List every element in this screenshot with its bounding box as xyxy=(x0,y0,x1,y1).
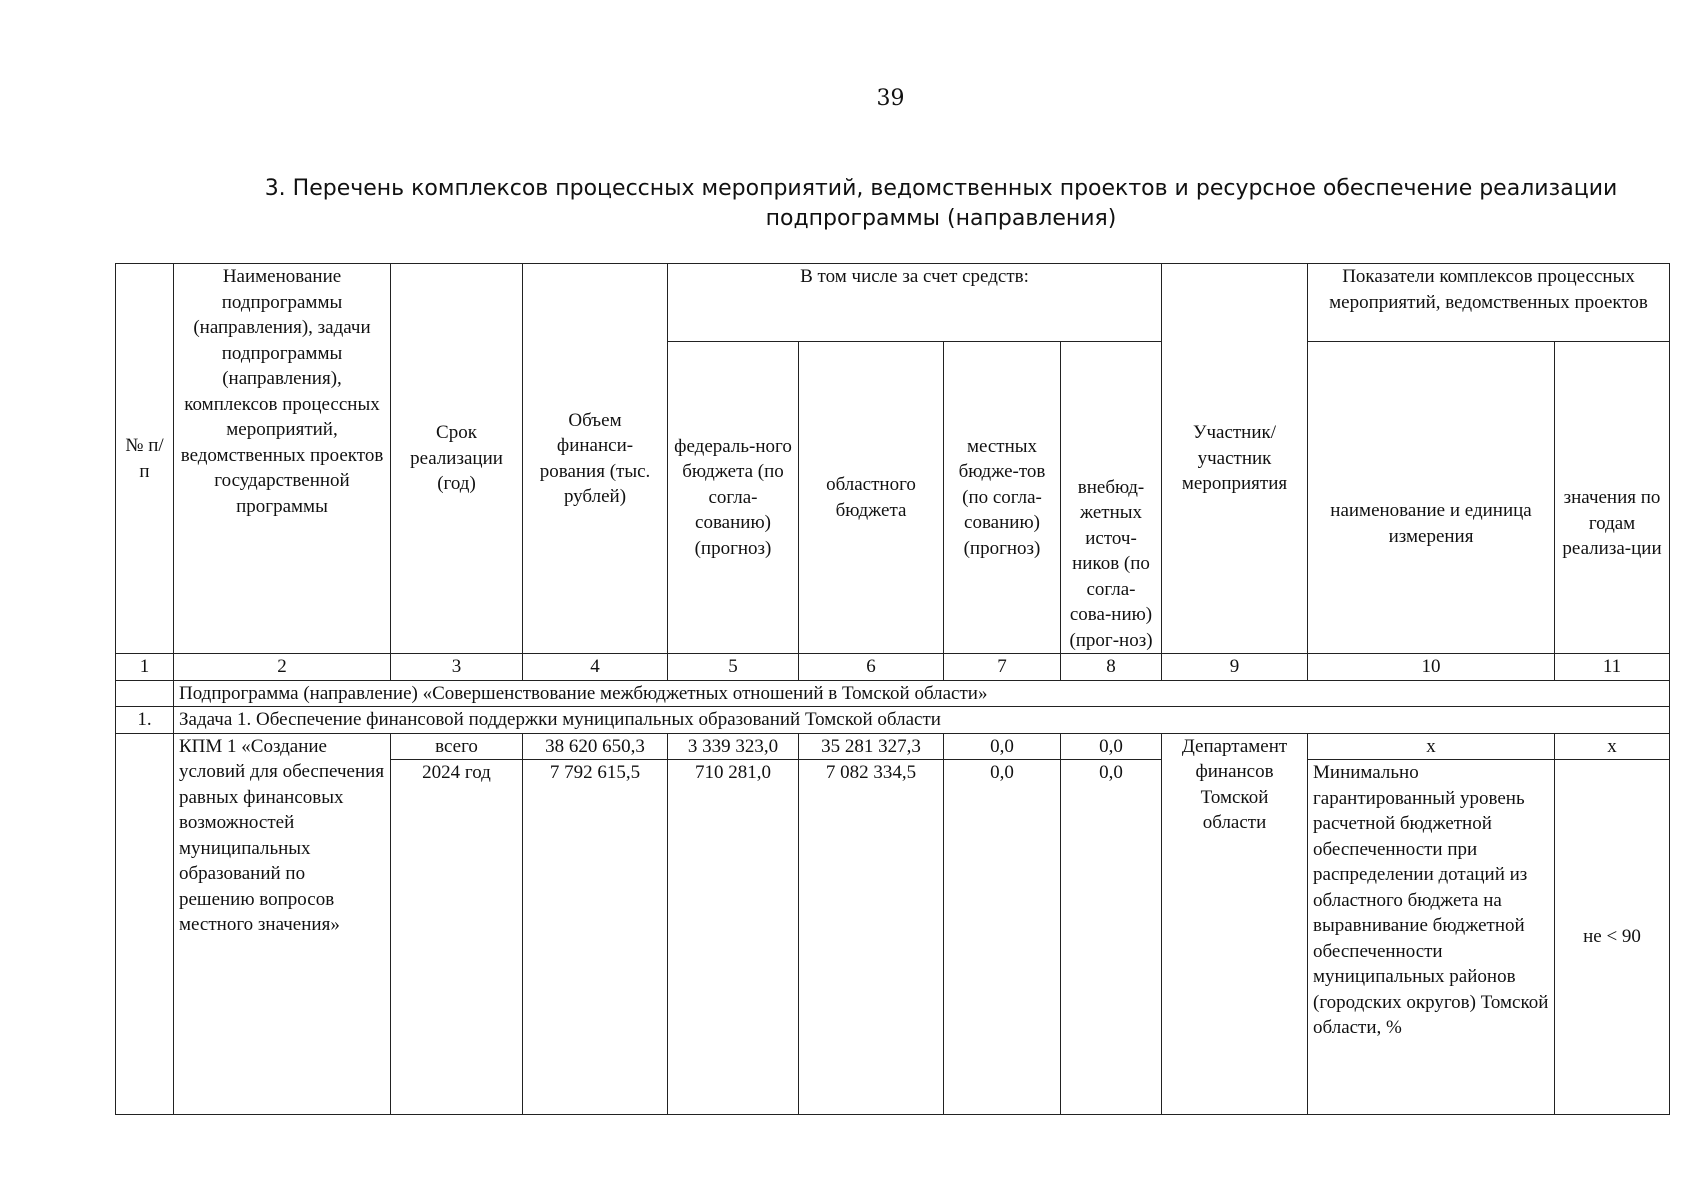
column-number-row xyxy=(116,654,1670,681)
column-number: 10 xyxy=(1308,654,1555,681)
header-term: Срок реализации (год) xyxy=(391,264,523,654)
header-indicator-values: значения по годам реализа-ции xyxy=(1555,342,1670,654)
kpm-2024-local: 0,0 xyxy=(944,760,1061,1115)
kpm-2024-term: 2024 год xyxy=(391,760,523,1115)
header-regional: областного бюджета xyxy=(799,342,944,654)
header-funds-group: В том числе за счет средств: xyxy=(668,264,1162,342)
column-number: 5 xyxy=(668,654,799,681)
kpm-total-indicator-value: х xyxy=(1555,733,1670,760)
header-name: Наименование подпрограммы (направления), задачи подпрограммы (направления), комплексов процессных мероприятий, ведомственных проектов государственной программы xyxy=(174,264,391,654)
column-number: 3 xyxy=(391,654,523,681)
kpm-total-extra: 0,0 xyxy=(1061,733,1162,760)
task-row xyxy=(116,707,1670,734)
header-volume: Объем финанси-рования (тыс. рублей) xyxy=(523,264,668,654)
kpm-2024-regional: 7 082 334,5 xyxy=(799,760,944,1115)
task-title: Задача 1. Обеспечение финансовой поддержки муниципальных образований Томской области xyxy=(174,707,1670,734)
header-row-1 xyxy=(116,264,1670,342)
document-title: 3. Перечень комплексов процессных мероприятий, ведомственных проектов и ресурсное обеспечение реализации подпрограммы (направления) xyxy=(264,176,1618,231)
kpm-2024-volume: 7 792 615,5 xyxy=(523,760,668,1115)
column-number: 8 xyxy=(1061,654,1162,681)
column-number: 2 xyxy=(174,654,391,681)
page-number: 39 xyxy=(876,86,905,111)
resource-table xyxy=(115,263,1670,1115)
kpm-2024-federal: 710 281,0 xyxy=(668,760,799,1115)
column-number: 11 xyxy=(1555,654,1670,681)
task-number: 1. xyxy=(116,707,174,734)
kpm-total-volume: 38 620 650,3 xyxy=(523,733,668,760)
subprogram-row xyxy=(116,680,1670,707)
header-no: № п/п xyxy=(116,264,174,654)
header-extra: внебюд-жетных источ-ников (по согла-сова-нию) (прог-ноз) xyxy=(1061,342,1162,654)
kpm-name: КПМ 1 «Создание условий для обеспечения равных финансовых возможностей муниципальных образований по решению вопросов местного значения» xyxy=(174,733,391,1115)
kpm-2024-indicator-value: не < 90 xyxy=(1555,760,1670,1115)
column-number: 1 xyxy=(116,654,174,681)
kpm-number-cell xyxy=(116,733,174,1115)
header-local: местных бюдже-тов (по согла-сованию) (прогноз) xyxy=(944,342,1061,654)
column-number: 4 xyxy=(523,654,668,681)
kpm-2024-extra: 0,0 xyxy=(1061,760,1162,1115)
column-number: 9 xyxy=(1162,654,1308,681)
kpm-participant: Департамент финансов Томской области xyxy=(1162,733,1308,1115)
subprogram-title: Подпрограмма (направление) «Совершенствование межбюджетных отношений в Томской области» xyxy=(174,680,1670,707)
kpm-total-row xyxy=(116,733,1670,760)
header-indicator-name: наименование и единица измерения xyxy=(1308,342,1555,654)
kpm-total-federal: 3 339 323,0 xyxy=(668,733,799,760)
kpm-total-regional: 35 281 327,3 xyxy=(799,733,944,760)
subprogram-number-cell xyxy=(116,680,174,707)
header-indicators-group: Показатели комплексов процессных мероприятий, ведомственных проектов xyxy=(1308,264,1670,342)
kpm-total-local: 0,0 xyxy=(944,733,1061,760)
kpm-total-indicator-name: х xyxy=(1308,733,1555,760)
column-number: 7 xyxy=(944,654,1061,681)
kpm-total-term: всего xyxy=(391,733,523,760)
header-federal: федераль-ного бюджета (по согла-сованию) (прогноз) xyxy=(668,342,799,654)
header-participant: Участник/ участник мероприятия xyxy=(1162,264,1308,654)
kpm-2024-indicator-name: Минимально гарантированный уровень расчетной бюджетной обеспеченности при распределении дотаций из областного бюджета на выравнивание бюджетной обеспеченности муниципальных районов (городских округов) Томской области, % xyxy=(1308,760,1555,1115)
column-number: 6 xyxy=(799,654,944,681)
